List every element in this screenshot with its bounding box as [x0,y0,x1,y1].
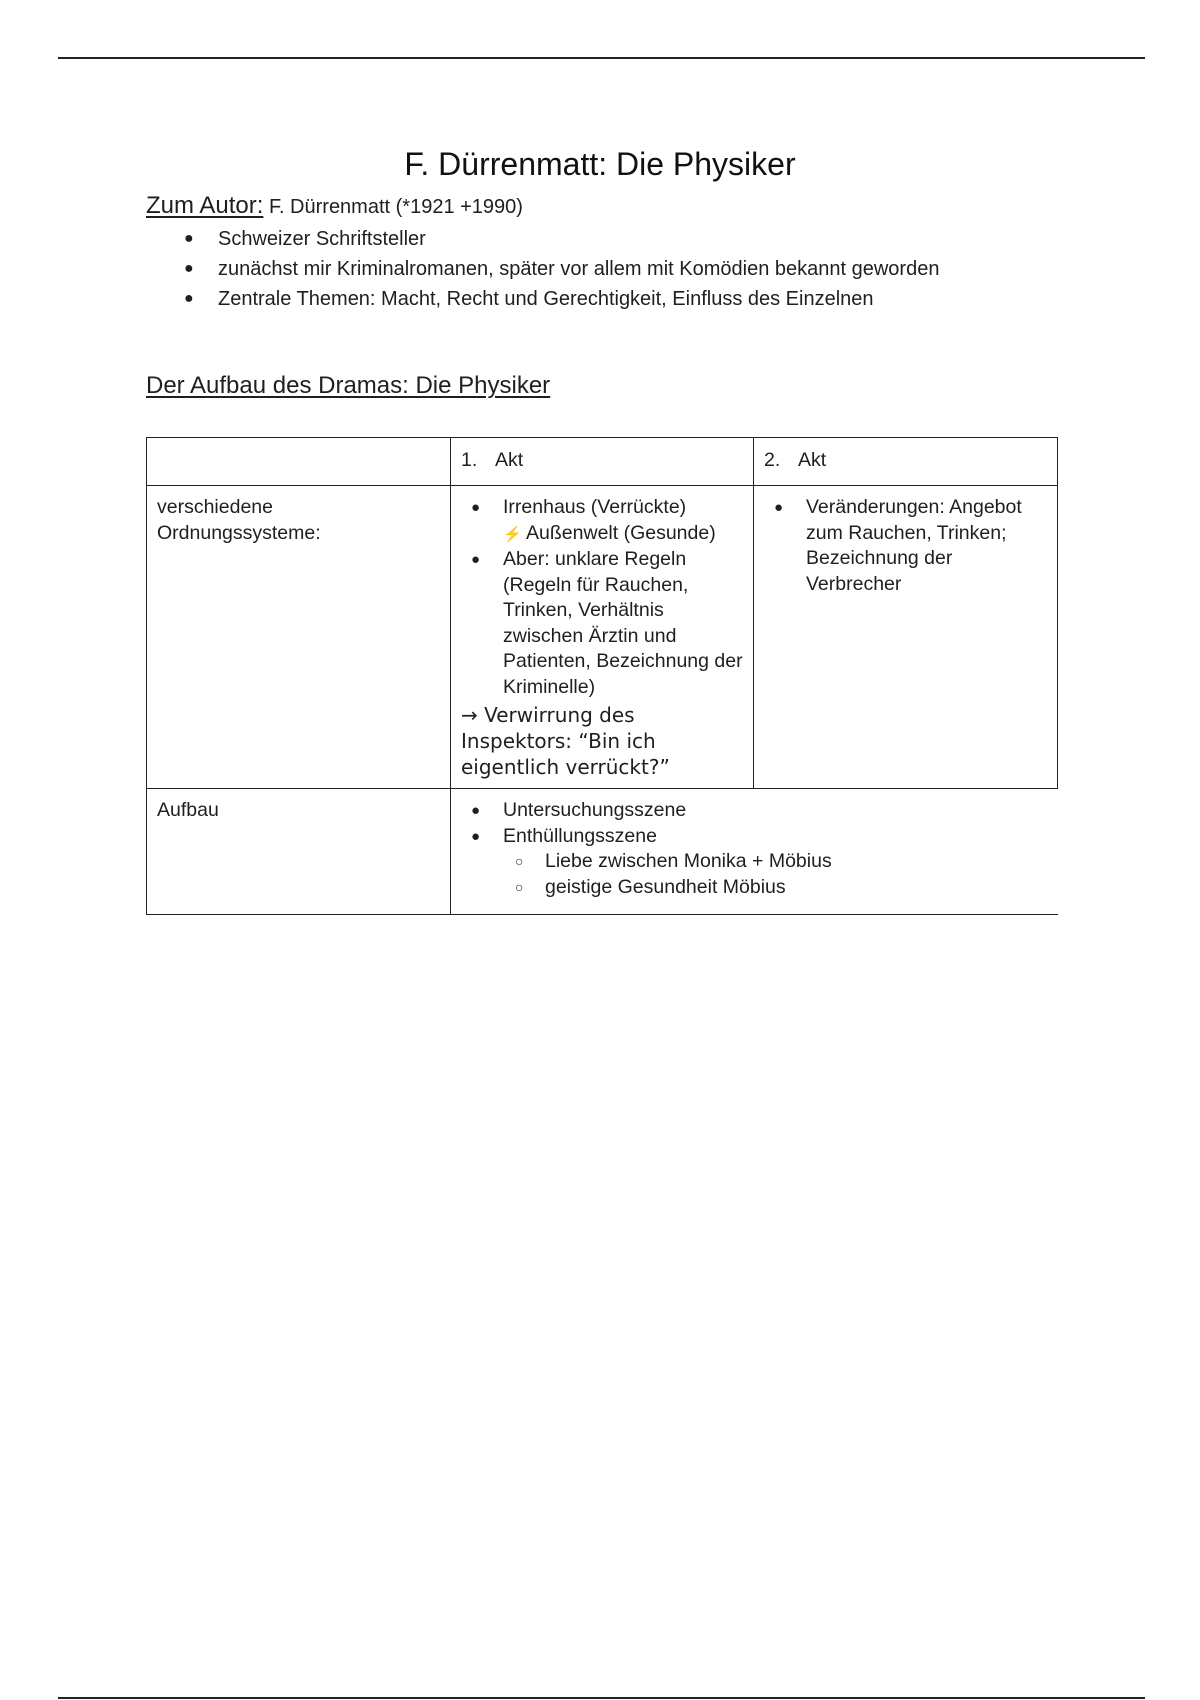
akt1-bullet-list-2 [461,547,743,700]
row-label-ordnung: verschiedene Ordnungssysteme: [147,486,451,789]
header-cell-empty [147,438,451,486]
bullet-icon: ● [774,499,784,516]
cell-akt2-ordnung [754,486,1058,789]
author-bullet-text: Schweizer Schriftsteller [218,228,426,250]
document-title: F. Dürrenmatt: Die Physiker [404,146,796,182]
cell-aufbau [451,789,1058,915]
list-item [146,256,939,286]
bullet-icon: ● [184,290,194,307]
akt1-bullet-cont-text: Außenwelt (Gesunde) [526,521,716,544]
list-item [461,824,1048,850]
bottom-rule [58,1697,1145,1699]
aufbau-bullet-text: Untersuchungsszene [503,799,687,821]
akt1-note: → Verwirrung des Inspektors: “Bin ich eigentlich verrückt?” [461,703,670,779]
circle-bullet-icon: ○ [515,853,524,869]
akt2-bullet-list [764,495,1047,597]
aufbau-sub-bullet-list [461,849,1048,900]
author-line [146,192,523,220]
list-item [461,547,743,700]
list-item [146,286,939,316]
list-item [461,875,1048,901]
akt2-bullet-text: Veränderungen: Angebot zum Rauchen, Trinken; Bezeichnung der Verbrecher [806,496,1022,595]
author-bullet-text: zunächst mir Kriminalromanen, später vor allem mit Komödien bekannt geworden [218,258,940,280]
bullet-icon: ● [471,827,481,845]
author-heading: Zum Autor: [146,192,264,219]
list-item [461,798,1048,824]
aufbau-sub-bullet-text: Liebe zwischen Monika + Möbius [545,850,832,872]
lightning-icon: ⚡ [503,525,522,543]
row-label-aufbau: Aufbau [147,789,451,915]
aufbau-sub-bullet-text: geistige Gesundheit Möbius [545,875,786,898]
akt1-bullet-list [461,495,743,521]
header-cell-akt2 [754,438,1058,486]
list-item [764,495,1047,597]
list-item [461,495,743,521]
header-cell-akt1 [451,438,754,486]
aufbau-bullet-list [461,798,1048,849]
table-row [147,486,1058,789]
header-num: 1. [461,449,478,471]
list-item [461,849,1048,875]
bullet-icon: ● [471,499,481,516]
cell-akt1-ordnung [451,486,754,789]
circle-bullet-icon: ○ [515,878,524,895]
header-num: 2. [764,449,781,471]
author-bullet-list [146,226,939,316]
structure-heading: Der Aufbau des Dramas: Die Physiker [146,372,551,399]
header-label: Akt [495,449,524,471]
author-name: F. Dürrenmatt (*1921 +1990) [268,196,523,218]
akt1-bullet-text: Aber: unklare Regeln (Regeln für Rauchen, Trinken, Verhältnis zwischen Ärztin und Patienten, Bezeichnung der Kriminelle) [503,548,743,698]
table-row [147,789,1058,915]
bullet-icon: ● [471,551,481,568]
author-bullet-text: Zentrale Themen: Macht, Recht und Gerechtigkeit, Einfluss des Einzelnen [218,288,874,310]
list-item [146,226,939,256]
akt1-bullet-continuation [461,521,743,548]
bullet-icon: ● [471,802,481,819]
drama-structure-table [146,437,1058,915]
akt1-bullet-text: Irrenhaus (Verrückte) [503,496,687,518]
bullet-icon: ● [184,230,194,247]
bullet-icon: ● [184,260,194,277]
top-rule [58,57,1145,59]
table-header-row [147,438,1058,486]
aufbau-bullet-text: Enthüllungsszene [503,824,657,847]
header-label: Akt [798,449,827,471]
